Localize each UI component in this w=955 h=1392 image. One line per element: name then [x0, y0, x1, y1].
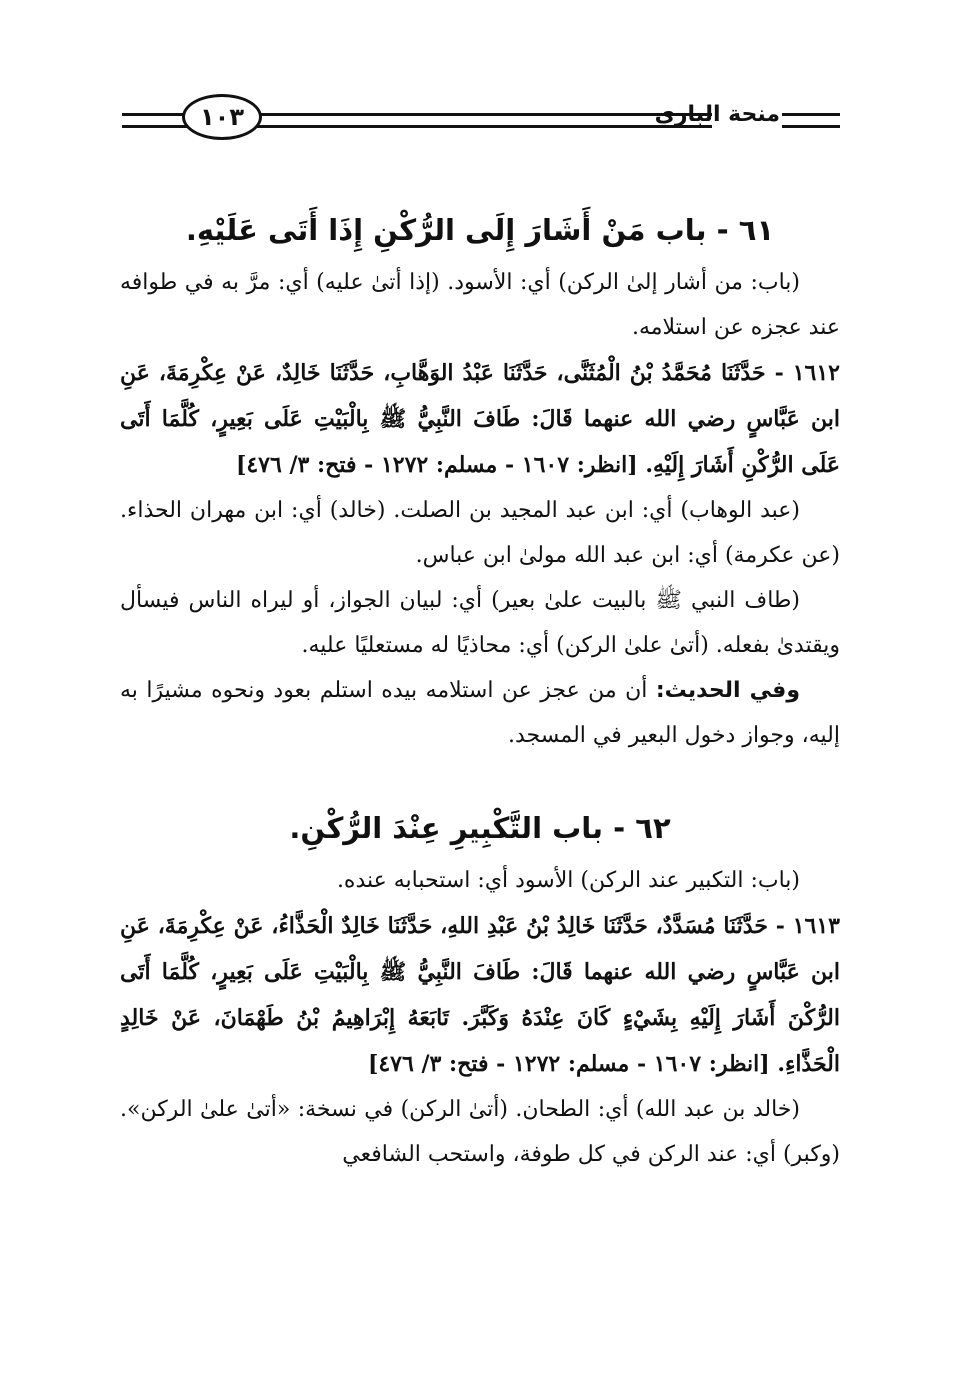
- chapter-title: ٦٢ - باب التَّكْبِيرِ عِنْدَ الرُّكْنِ.: [289, 811, 671, 845]
- header-rule-right: [782, 113, 840, 128]
- page-number: ١٠٣: [182, 94, 262, 140]
- benefit-label: وفي الحديث:: [655, 678, 800, 703]
- section-gap: [120, 758, 840, 798]
- commentary-paragraph: (عبد الوهاب) أي: ابن عبد المجيد بن الصلت. (خالد) أي: ابن مهران الحذاء. (عن عكرمة) أي: ابن عبد الله مولىٰ ابن عباس.: [120, 498, 840, 568]
- page-body: [120, 200, 840, 1177]
- header-rule-middle: [257, 113, 712, 128]
- commentary-paragraph: (طاف النبي ﷺ بالبيت علىٰ بعير) أي: لبيان الجواز، أو ليراه الناس فيسأل ويقتدىٰ بفعله. (أتىٰ علىٰ الركن) أي: محاذيًا له مستعليًا عليه.: [120, 588, 840, 658]
- running-title: منحة الباري: [654, 102, 780, 127]
- benefit-text: أن من عجز عن استلامه بيده استلم بعود ونحوه مشيرًا به إليه، وجواز دخول البعير في المسجد.: [120, 678, 840, 748]
- chapter-title: ٦١ - باب مَنْ أَشَارَ إِلَى الرُّكْنِ إِذَا أَتَى عَلَيْهِ.: [185, 213, 775, 247]
- commentary-paragraph: (خالد بن عبد الله) أي: الطحان. (أتىٰ الركن) في نسخة: «أتىٰ علىٰ الركن». (وكبر) أي: عند الركن في كل طوفة، واستحب الشافعي: [120, 1097, 840, 1167]
- chapter-intro: (باب: من أشار إلىٰ الركن) أي: الأسود. (إذا أتىٰ عليه) أي: مرَّ به في طوافه عند عجزه عن استلامه.: [120, 270, 840, 340]
- chapter-intro: (باب: التكبير عند الركن) الأسود أي: استحبابه عنده.: [336, 868, 800, 893]
- page-header: [122, 88, 840, 150]
- hadith-text: ١٦١٢ - حَدَّثَنَا مُحَمَّدُ بْنُ الْمُثَنَّى، حَدَّثَنَا عَبْدُ الوَهَّابِ، حَدَّثَنَا خَالِدٌ، عَنْ عِكْرِمَةَ، عَنِ ابن عَبَّاسٍ رضي الله عنهما قَالَ: طَافَ النَّبِيُّ ﷺ بِالْبَيْتِ عَلَى بَعِيرٍ، كُلَّمَا أَتَى عَلَى الرُّكْنِ أَشَارَ إِلَيْهِ. [انظر: ١٦٠٧ - مسلم: ١٢٧٢ - فتح: ٣/ ٤٧٦]: [120, 360, 840, 478]
- hadith-text: ١٦١٣ - حَدَّثَنَا مُسَدَّدٌ، حَدَّثَنَا خَالِدُ بْنُ عَبْدِ اللهِ، حَدَّثَنَا خَالِدٌ الْحَذَّاءُ، عَنْ عِكْرِمَةَ، عَنِ ابن عَبَّاسٍ رضي الله عنهما قَالَ: طَافَ النَّبِيُّ ﷺ بِالْبَيْتِ عَلَى بَعِيرٍ، كُلَّمَا أَتَى الرُّكْنَ أَشَارَ إِلَيْهِ بِشَيْءٍ كَانَ عِنْدَهُ وَكَبَّرَ. تَابَعَهُ إِبْرَاهِيمُ بْنُ طَهْمَانَ، عَنْ خَالِدٍ الْحَذَّاءِ. [انظر: ١٦٠٧ - مسلم: ١٢٧٢ - فتح: ٣/ ٤٧٦]: [120, 913, 840, 1077]
- benefit-paragraph: [120, 668, 840, 758]
